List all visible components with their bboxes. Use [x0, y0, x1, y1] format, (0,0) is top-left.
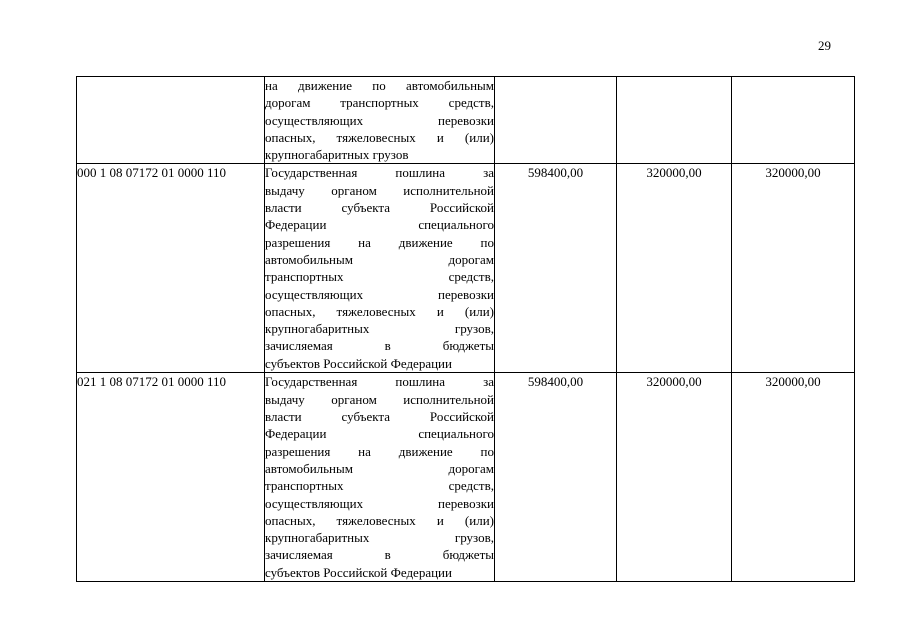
description-cell	[265, 77, 495, 164]
description-line: разрешения на движение по	[265, 443, 494, 459]
description-line: крупногабаритных грузов	[265, 147, 409, 163]
amount-cell: 320000,00	[732, 373, 855, 582]
description-line: транспортных средств,	[265, 478, 494, 494]
description-line: транспортных средств,	[265, 269, 494, 285]
budget-revenue-table	[76, 76, 855, 582]
amount-cell	[495, 77, 617, 164]
table-row	[77, 77, 855, 164]
table-row	[77, 164, 855, 373]
description-line: автомобильным дорогам	[265, 251, 494, 267]
description-line: Государственная пошлина за	[265, 374, 494, 390]
description-line: субъектов Российской Федерации	[265, 355, 452, 371]
description-line: Федерации специального	[265, 217, 494, 233]
amount-cell: 320000,00	[732, 164, 855, 373]
description-line: Государственная пошлина за	[265, 165, 494, 181]
budget-code-cell	[77, 77, 265, 164]
description-cell	[265, 373, 495, 582]
description-line: опасных, тяжеловесных и (или)	[265, 512, 494, 528]
description-line: на движение по автомобильным	[265, 78, 494, 93]
description-line: власти субъекта Российской	[265, 409, 494, 425]
description-line: крупногабаритных грузов,	[265, 530, 494, 546]
amount-cell	[732, 77, 855, 164]
amount-cell: 598400,00	[495, 373, 617, 582]
description-line: Федерации специального	[265, 426, 494, 442]
amount-cell: 598400,00	[495, 164, 617, 373]
amount-cell: 320000,00	[617, 373, 732, 582]
page-number: 29	[818, 38, 831, 53]
description-line: осуществляющих перевозки	[265, 495, 494, 511]
description-line: выдачу органом исполнительной	[265, 391, 494, 407]
budget-code-cell: 000 1 08 07172 01 0000 110	[77, 164, 265, 373]
description-line: опасных, тяжеловесных и (или)	[265, 303, 494, 319]
description-line: субъектов Российской Федерации	[265, 564, 452, 580]
amount-cell	[617, 77, 732, 164]
description-line: осуществляющих перевозки	[265, 112, 494, 128]
description-line: осуществляющих перевозки	[265, 286, 494, 302]
description-line: разрешения на движение по	[265, 234, 494, 250]
table-row	[77, 373, 855, 582]
description-line: автомобильным дорогам	[265, 460, 494, 476]
description-cell	[265, 164, 495, 373]
description-line: зачисляемая в бюджеты	[265, 547, 494, 563]
description-line: крупногабаритных грузов,	[265, 321, 494, 337]
description-line: власти субъекта Российской	[265, 200, 494, 216]
description-line: дорогам транспортных средств,	[265, 95, 494, 111]
description-line: зачисляемая в бюджеты	[265, 338, 494, 354]
amount-cell: 320000,00	[617, 164, 732, 373]
budget-code-cell: 021 1 08 07172 01 0000 110	[77, 373, 265, 582]
description-line: опасных, тяжеловесных и (или)	[265, 129, 494, 145]
description-line: выдачу органом исполнительной	[265, 182, 494, 198]
